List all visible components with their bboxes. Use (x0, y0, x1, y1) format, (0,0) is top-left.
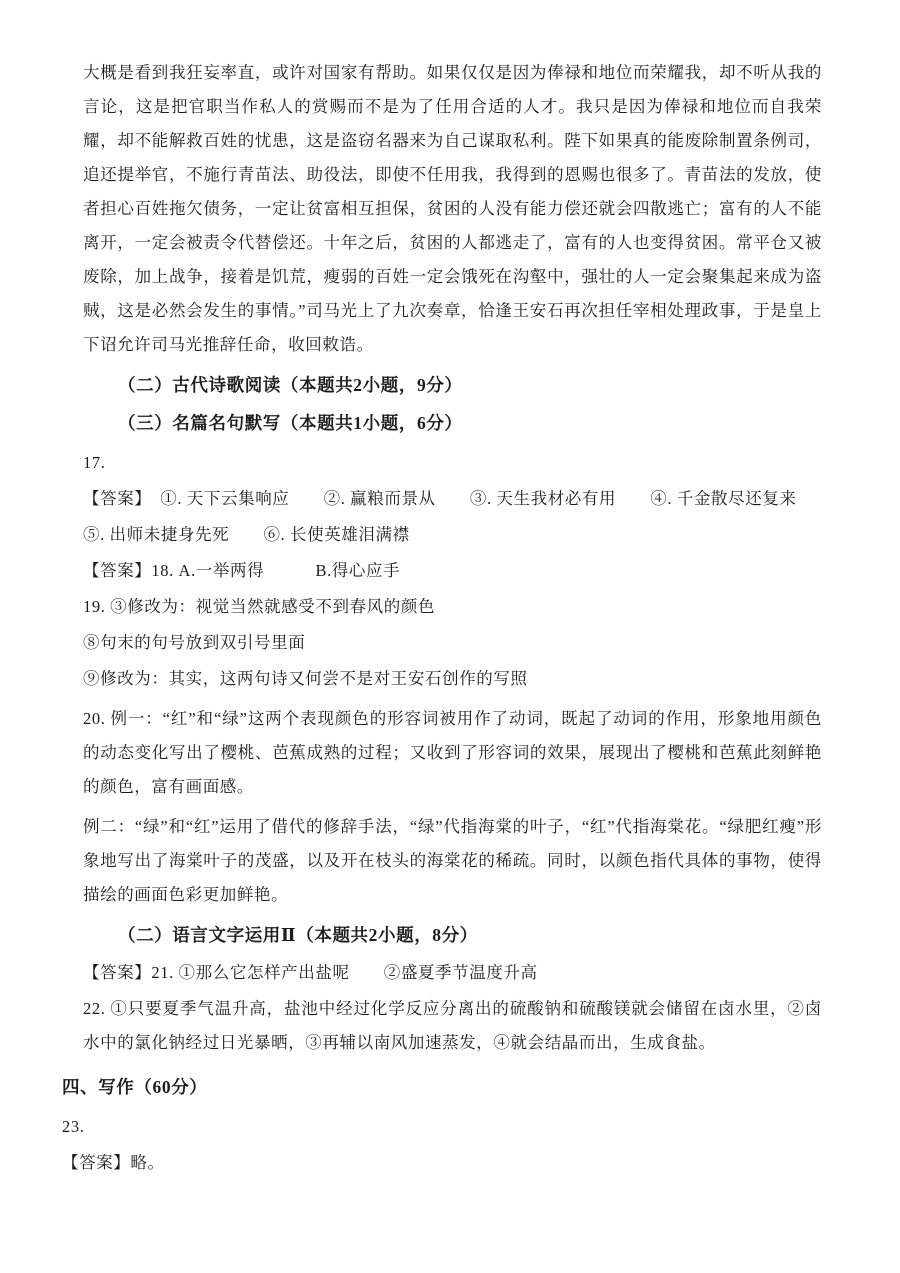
answer-22: 22. ①只要夏季气温升高，盐池中经过化学反应分离出的硫酸钠和硫酸镁就会储留在卤水里，②卤水中的氯化钠经过日光暴晒，③再辅以南风加速蒸发，④就会结晶而出，生成食盐。 (83, 999, 822, 1052)
answer-17-line-1: 【答案】 ①. 天下云集响应 ②. 赢粮而景从 ③. 天生我材必有用 ④. 千金散尽还复来 (83, 489, 797, 508)
section-heading-famous-lines: （三）名篇名句默写（本题共1小题，6分） (118, 413, 463, 433)
question-23-number: 23. (62, 1117, 85, 1136)
section-heading-poetry-reading: （二）古代诗歌阅读（本题共2小题，9分） (118, 375, 463, 395)
answer-21: 【答案】21. ①那么它怎样产出盐呢 ②盛夏季节温度升高 (83, 963, 538, 982)
answer-17-line-2: ⑤. 出师未捷身先死 ⑥. 长使英雄泪满襟 (83, 525, 410, 544)
answer-23: 【答案】略。 (62, 1153, 165, 1172)
answer-20-example-2: 例二：“绿”和“红”运用了借代的修辞手法，“绿”代指海棠的叶子，“红”代指海棠花。“绿肥红瘦”形象地写出了海棠叶子的茂盛，以及开在枝头的海棠花的稀疏。同时，以颜色指代具体的事物，使得描绘的画面色彩更加鲜艳。 (83, 817, 822, 904)
section-heading-language-use-2: （二）语言文字运用Ⅱ（本题共2小题，8分） (118, 925, 478, 945)
answer-19-line-3: ⑨修改为：其实，这两句诗又何尝不是对王安石创作的写照 (83, 669, 528, 688)
answer-20-example-1: 20. 例一：“红”和“绿”这两个表现颜色的形容词被用作了动词，既起了动词的作用，形象地用颜色的动态变化写出了樱桃、芭蕉成熟的过程；又收到了形容词的效果，展现出了樱桃和芭蕉此刻鲜艳的颜色，富有画面感。 (83, 709, 822, 796)
section-heading-writing: 四、写作（60分） (62, 1077, 208, 1097)
translation-paragraph: 大概是看到我狂妄率直，或许对国家有帮助。如果仅仅是因为俸禄和地位而荣耀我，却不听从我的言论，这是把官职当作私人的赏赐而不是为了任用合适的人才。我只是因为俸禄和地位而自我荣耀，却不能解救百姓的忧患，这是盗窃名器来为自己谋取私利。陛下如果真的能废除制置条例司，追还提举官，不施行青苗法、助役法，即使不任用我，我得到的恩赐也很多了。青苗法的发放，使者担心百姓拖欠债务，一定让贫富相互担保，贫困的人没有能力偿还就会四散逃亡；富有的人不能离开，一定会被责令代替偿还。十年之后，贫困的人都逃走了，富有的人也变得贫困。常平仓又被废除，加上战争，接着是饥荒，瘦弱的百姓一定会饿死在沟壑中，强壮的人一定会聚集起来成为盗贼，这是必然会发生的事情。”司马光上了九次奏章，恰逢王安石再次担任宰相处理政事，于是皇上下诏允许司马光推辞任命，收回敕诰。 (83, 63, 822, 354)
answer-18: 【答案】18. A.一举两得 B.得心应手 (83, 561, 401, 580)
answer-19-line-1: 19. ③修改为：视觉当然就感受不到春风的颜色 (83, 597, 436, 616)
answer-19-line-2: ⑧句末的句号放到双引号里面 (83, 633, 306, 652)
question-17-number: 17. (83, 453, 106, 472)
